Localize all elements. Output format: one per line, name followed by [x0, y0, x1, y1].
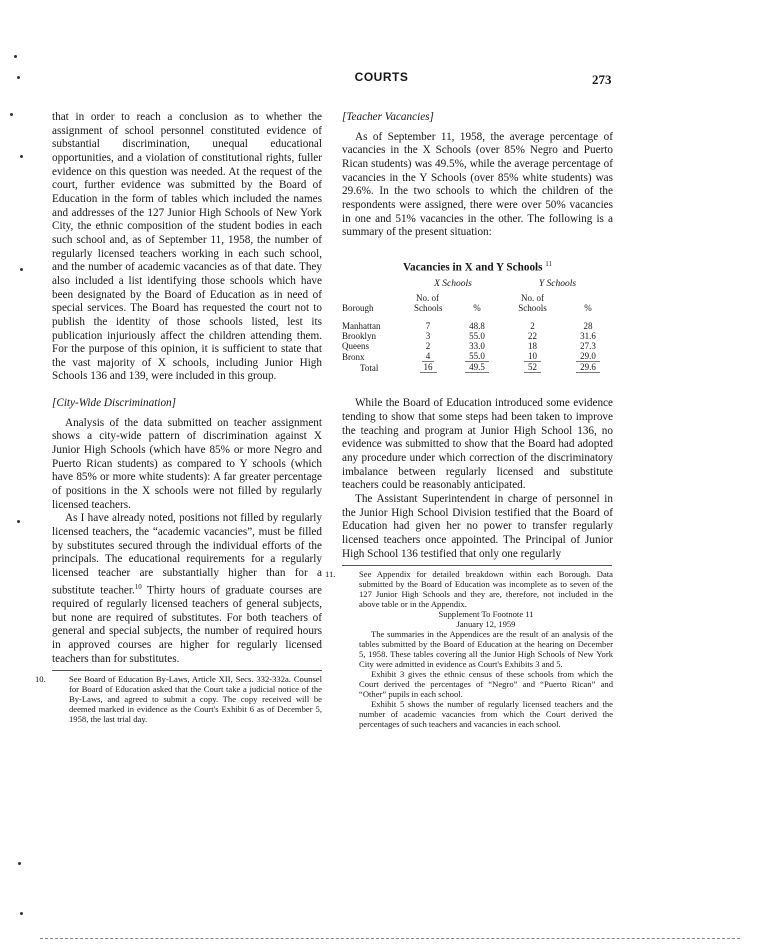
cell-total-y-pct: [563, 362, 613, 373]
col-header-y-no-line1: No. of: [521, 293, 544, 304]
footnote-10: [35, 674, 322, 725]
table-row: [342, 331, 613, 341]
table-title: [342, 258, 613, 275]
cell-x-pct: 33.0: [469, 341, 485, 352]
footnote-ref-10: 10: [134, 582, 142, 591]
left-paragraph-3-text-a: As I have already noted, positions not filled by regularly licensed teachers, the “academic vacancies”, must be filled by substitutes secured through the individual efforts of the principals. The educational requirements for a regularly licensed teacher are substantially higher than for a substitute teacher.: [52, 512, 322, 597]
cell-x-pct: 48.8: [469, 321, 485, 332]
scan-speck: [20, 155, 23, 158]
scan-speck: [14, 55, 17, 58]
vacancies-table: [342, 279, 613, 373]
cell-y-no-value: 10: [524, 351, 541, 362]
left-paragraph-3: [52, 512, 322, 666]
footnote-11: [325, 569, 613, 730]
left-paragraph-2: Analysis of the data submitted on teacher assignment shows a city-wide pattern of discrimination against X Junior High Schools (which have 85% or more Negro and Puerto Rican students) as compared to Y schools (which have 85% or more white students): A far greater percentage of positions in the X schools were not filled by regularly licensed teachers.: [52, 416, 322, 511]
cell-x-no: [404, 351, 452, 362]
scan-speck: [17, 520, 20, 523]
footnote-ref-11: 11: [545, 259, 553, 268]
cell-x-no: 3: [425, 331, 431, 342]
group-header-x: X Schools: [434, 279, 472, 290]
cell-total-x-no-value: 16: [420, 362, 437, 373]
cell-total-x-pct-value: 49.5: [465, 362, 489, 373]
footnote-11-supplement: [342, 609, 613, 729]
supplement-paragraph-2: Exhibit 3 gives the ethnic census of these schools from which the Court derived the percentages of “Negro” and “Puerto Rican” and “Other” pupils in each school.: [359, 669, 613, 700]
right-paragraph-3: The Assistant Superintendent in charge of personnel in the Junior High School Division testified that the Board of Education had given her no power to transfer regularly licensed teachers once appointed. The Principal of Junior High School 136 testified that only one regularly: [342, 492, 613, 560]
table-row: [342, 351, 613, 362]
right-paragraph-1: As of September 11, 1958, the average percentage of vacancies in the X Schools (over 85% Negro and Puerto Rican students) was 49.5%, while the average percentage of vacancies in the Y Schools (over 85% white students) was 29.6%. In the two schools to which the children of the respondents were assigned, there were over 50% vacancies in one and 51% vacancies in the other. The following is a summary of the present situation:: [342, 130, 613, 239]
cell-y-pct: 28: [583, 321, 593, 332]
section-heading-teacher-vacancies: [Teacher Vacancies]: [342, 111, 434, 123]
footnote-divider: [52, 670, 322, 671]
right-paragraph-2: While the Board of Education introduced some evidence tending to show that some steps had been taken to improve the teaching and program at Junior High School 136, no evidence was submitted to show that the Board had adopted any procedure under which correction of the discriminatory imbalance between regularly licensed and substitute teachers could be reasonably anticipated.: [342, 397, 613, 492]
cell-y-no: [502, 351, 563, 362]
col-header-x-no-line1: No. of: [416, 293, 439, 304]
table-title-text: Vacancies in X and Y Schools: [402, 261, 543, 274]
scan-speck: [18, 862, 21, 865]
supplement-title: Supplement To Footnote 11: [438, 609, 534, 620]
footnote-11-body: [325, 569, 613, 610]
right-column: [325, 111, 613, 730]
col-header-x-pct: %: [473, 303, 481, 314]
scan-speck: [20, 912, 23, 915]
table-total-row: [342, 362, 613, 373]
supplement-paragraph-3: Exhibit 5 shows the number of regularly licensed teachers and the number of academic vacancies from which the Court derived the percentages of such teachers and vacancies in each school.: [359, 699, 613, 730]
cell-total-y-pct-value: 29.6: [576, 362, 600, 373]
cell-total-x-pct: [452, 362, 502, 373]
scan-speck: [17, 76, 20, 79]
cell-x-pct: [452, 351, 502, 362]
scan-speck: [10, 113, 13, 116]
col-header-x-no-line2: Schools: [414, 303, 443, 314]
cell-y-pct: [563, 351, 613, 362]
cell-x-no-value: 4: [422, 351, 435, 362]
table-row: [342, 321, 613, 331]
cell-total-x-no: [404, 362, 452, 373]
table-row: [342, 341, 613, 351]
footnote-divider: [342, 565, 612, 566]
cell-x-no: 7: [425, 321, 431, 332]
col-header-y-pct: %: [584, 303, 592, 314]
col-header-borough: Borough: [342, 303, 374, 314]
cell-total-label: Total: [360, 362, 379, 373]
cell-x-pct: 55.0: [469, 331, 485, 342]
scan-speck: [20, 268, 23, 271]
cell-y-pct-value: 29.0: [576, 351, 600, 362]
cell-total-y-no: [502, 362, 563, 373]
supplement-date: January 12, 1959: [456, 619, 516, 630]
cell-borough: Brooklyn: [342, 331, 377, 342]
col-header-y-no-line2: Schools: [518, 303, 547, 314]
running-header-title: COURTS: [354, 70, 409, 84]
cell-total-y-no-value: 52: [524, 362, 541, 373]
supplement-paragraph-1: The summaries in the Appendices are the result of an analysis of the tables submitted by the Board of Education at the hearing on December 5, 1958. These tables covering all the Junior High Schools of New York City were admitted in evidence as Court's Exhibits 3 and 5.: [359, 629, 613, 670]
cell-y-no: 2: [530, 321, 535, 332]
footnote-10-number: 10.: [35, 674, 46, 685]
page-bottom-edge: [40, 938, 740, 939]
cell-y-pct: 31.6: [580, 331, 596, 342]
page-number: 273: [592, 72, 612, 87]
cell-y-pct: 27.3: [580, 341, 596, 352]
group-header-y: Y Schools: [538, 279, 577, 290]
footnote-11-number: 11.: [325, 569, 336, 580]
left-column: [35, 111, 322, 725]
footnote-11-text: See Appendix for detailed breakdown within each Borough. Data submitted by the Board of Education was incomplete as to seven of the 127 Junior High Schools and they are, therefore, not included in the above table or in the Appendix.: [359, 569, 613, 610]
cell-y-no: 18: [528, 341, 537, 352]
cell-borough: Bronx: [342, 351, 365, 362]
cell-x-no: 2: [425, 341, 431, 352]
footnote-10-text: See Board of Education By-Laws, Article XII, Secs. 332-332a. Counsel for Board of Education asked that the Court take a judicial notice of the By-Laws, and agreed to submit a copy. The copy received will be deemed marked in evidence as the Court's Exhibit 6 as of December 5, 1958, the last trial day.: [69, 674, 322, 725]
left-paragraph-1: that in order to reach a conclusion as to whether the assignment of school personnel constituted evidence of substantial discrimination, unequal educational opportunities, and a violation of constitutional rights, fuller evidence on this question was needed. At the request of the court, further evidence was submitted by the Board of Education in the form of tables which included the names and addresses of the 127 Junior High Schools of New York City, the ethnic composition of the student bodies in each such school and, as of September 11, 1958, the number of regularly licensed teachers working in each such school, and the number of academic vacancies as of that date. They also included a list identifying those schools which have been designated by the Board of Education as in need of special services. The Board has requested the court not to publish the identity of those schools listed, lest its publication injuriously affect the children attending them. For the purpose of this opinion, it is sufficient to state that the vast majority of X schools, including Junior High Schools 136 and 139, were included in this group.: [52, 111, 322, 383]
left-paragraph-3-text-b: Thirty hours of graduate courses are required of regularly licensed teachers of general subjects, but none are required of substitutes. For both teachers of general and special subjects, the number of required hours in approved courses are higher for regularly licensed teachers than for substitutes.: [52, 584, 322, 665]
cell-borough: Queens: [342, 341, 369, 352]
cell-x-pct-value: 55.0: [465, 351, 489, 362]
cell-y-no: 22: [528, 331, 537, 342]
section-heading-city-wide: [City-Wide Discrimination]: [52, 397, 176, 410]
cell-borough: Manhattan: [342, 321, 381, 332]
